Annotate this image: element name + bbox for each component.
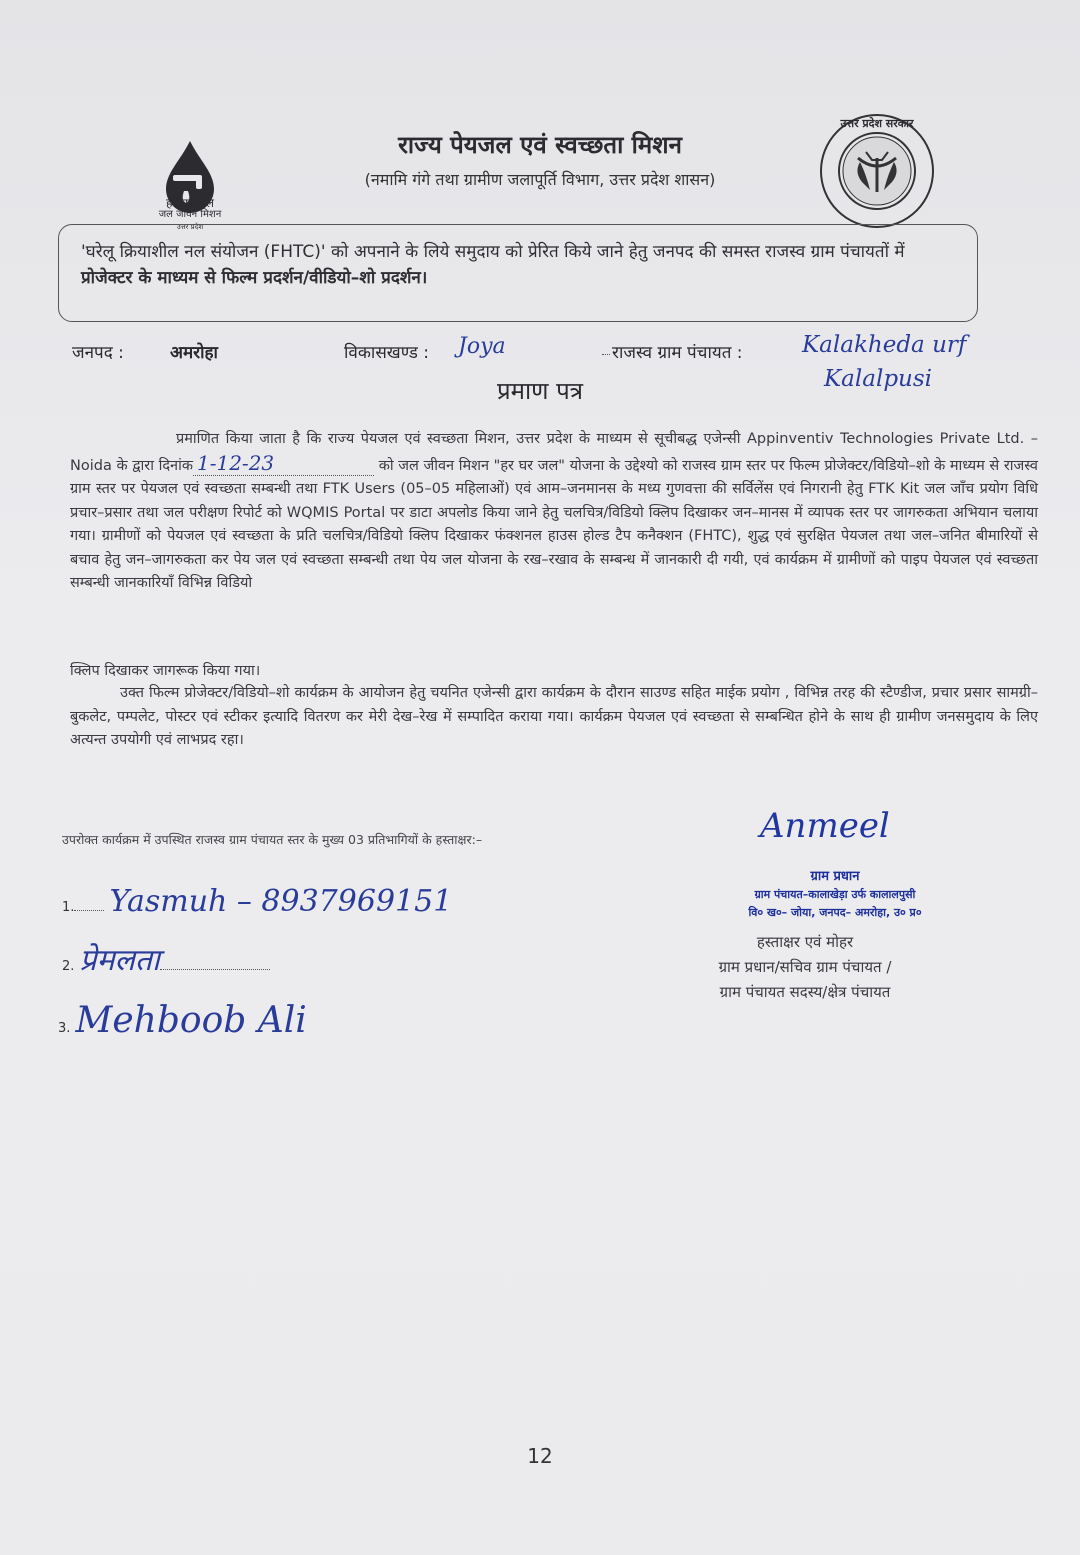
- participant-3-number: 3.: [58, 1021, 71, 1036]
- participant-2-number: 2.: [62, 959, 75, 974]
- block-value: Joya: [458, 334, 506, 359]
- participant-2: [62, 938, 270, 979]
- signing-authority-line2: ग्राम प्रधान/सचिव ग्राम पंचायत /: [718, 958, 892, 976]
- participant-3: [58, 1000, 307, 1041]
- body-paragraph-1: [70, 428, 1038, 596]
- signing-authority-line3: ग्राम पंचायत सदस्य/क्षेत्र पंचायत: [719, 983, 891, 1001]
- district-label: जनपद :: [72, 343, 124, 363]
- logo-text-line3: उत्तर प्रदेश: [176, 223, 204, 231]
- banner-text: 'घरेलू क्रियाशील नल संयोजन (FHTC)' को अपनाने के लिये समुदाय को प्रेरित किये जाने हेतु जनपद की समस्त राजस्व ग्राम पंचायतों में: [81, 242, 905, 262]
- body-paragraph-1-end: क्लिप दिखाकर जागरूक किया गया।: [70, 663, 261, 679]
- participant-1: [62, 884, 452, 919]
- participant-1-signature: Yasmuh – 8937969151: [109, 884, 453, 919]
- pradhan-stamp: [740, 868, 930, 922]
- stamp-line2: ग्राम पंचायत–कालाखेड़ा उर्फ कालालपुसी: [754, 888, 916, 901]
- header-subtitle: (नमामि गंगे तथा ग्रामीण जलापूर्ति विभाग, उत्तर प्रदेश शासन): [364, 170, 716, 189]
- panchayat-label: राजस्व ग्राम पंचायत :: [612, 343, 743, 363]
- subject-banner: [58, 224, 978, 322]
- body-p1-part2: को जल जीवन मिशन "हर घर जल" योजना के उद्देश्यो को राजस्व ग्राम स्तर पर फिल्म प्रोजेक्टर/विडियो–शो के माध्यम से राजस्व ग्राम स्तर पर पेयजल एवं स्वच्छता सम्बन्धी तथा FTK Users (05–05 महिलाओं) एवं आम–जनमानस के मध्य गुणवत्ता की सर्विलेंस एवं निगरानी हेतु FTK Kit जल जाँच प्रयोग विधि प्रचार–प्रसार तथा जल परीक्षण रिपोर्ट को WQMIS Portal पर डाटा अपलोड किया जाने हेतु चलचित्र/विडियो क्लिप दिखाकर जन–मानस में व्यापक स्तर पर जागरुकता अभियान चलाया गया। ग्रामीणों को पेयजल एवं स्वच्छता के प्रति चलचित्र/विडियो क्लिप दिखाकर फंक्शनल हाउस होल्ड टैप कनैक्शन (FHTC), शुद्ध एवं सुरक्षित पेयजल तथा जल–जनित बीमारियों से बचाव हेतु जन–जागरुकता कर पेय जल एवं स्वच्छता सम्बन्धी तथा पेय जल योजना के रख–रखाव के सम्बन्ध में जानकारी दी गयी, एवं कार्यक्रम में ग्रामीणों को पाइप पेयजल एवं स्वच्छता सम्बन्धी जानकारियाँ विभिन्न विडियो: [70, 457, 1038, 591]
- signing-authority: [655, 930, 955, 1005]
- body-paragraph-2: उक्त फिल्म प्रोजेक्टर/विडियो–शो कार्यक्रम के आयोजन हेतु चयनित एजेन्सी द्वारा कार्यक्रम के दौरान साउण्ड सहित माईक प्रयोग , विभिन्न तरह की स्टैण्डीज, प्रचार प्रसार सामग्री–बुकलेट, पम्पलेट, पोस्टर एवं स्टीकर इत्यादि वितरण कर मेरी देख–रेख में सम्पादित कराया गया। कार्यक्रम पेयजल एवं स्वच्छता से सम्बन्धित होने के साथ ही ग्रामीण जनसमुदाय के लिए अत्यन्त उपयोगी एवं लाभप्रद रहा।: [70, 685, 1038, 748]
- header-title: राज्य पेयजल एवं स्वच्छता मिशन: [398, 131, 682, 159]
- up-government-seal: [818, 112, 936, 230]
- district-value: अमरोहा: [170, 343, 218, 363]
- participant-1-number: 1.: [62, 900, 75, 915]
- page-number: 12: [527, 1444, 553, 1468]
- body-p1-part1: प्रमाणित किया जाता है कि राज्य पेयजल एवं स्वच्छता मिशन, उत्तर प्रदेश के माध्यम से सूचीबद्ध एजेन्सी Appinventiv Technologies Private Ltd. – Noida के द्वारा दिनांक: [70, 431, 1038, 474]
- participants-intro: उपरोक्त कार्यक्रम में उपस्थित राजस्व ग्राम पंचायत स्तर के मुख्य 03 प्रतिभागियों के हस्ताक्षर:–: [62, 832, 483, 847]
- seal-text: उत्तर प्रदेश सरकार: [840, 117, 914, 130]
- logo-text-line1: हर घर जल: [166, 196, 214, 210]
- program-date: 1-12-23: [193, 451, 374, 476]
- stamp-line3: वि० ख०– जोया, जनपद– अमरोहा, उ० प्र०: [748, 906, 922, 919]
- participant-2-signature: प्रेमलता: [79, 943, 160, 978]
- participant-3-signature: Mehboob Ali: [75, 1000, 307, 1041]
- logo-text-line2: जल जीवन मिशन: [158, 209, 222, 220]
- panchayat-value-line1: Kalakheda urf: [802, 332, 967, 358]
- certificate-title: प्रमाण पत्र: [496, 377, 584, 405]
- banner-text-bold: प्रोजेक्टर के माध्यम से फिल्म प्रदर्शन/वीडियो–शो प्रदर्शन।: [81, 268, 428, 288]
- block-label: विकासखण्ड :: [344, 343, 430, 363]
- pradhan-signature: Anmeel: [760, 806, 890, 846]
- block-dotted-line: [602, 354, 610, 355]
- signing-authority-line1: हस्ताक्षर एवं मोहर: [756, 933, 854, 951]
- panchayat-value-line2: Kalalpusi: [824, 366, 933, 392]
- stamp-line1: ग्राम प्रधान: [810, 869, 860, 884]
